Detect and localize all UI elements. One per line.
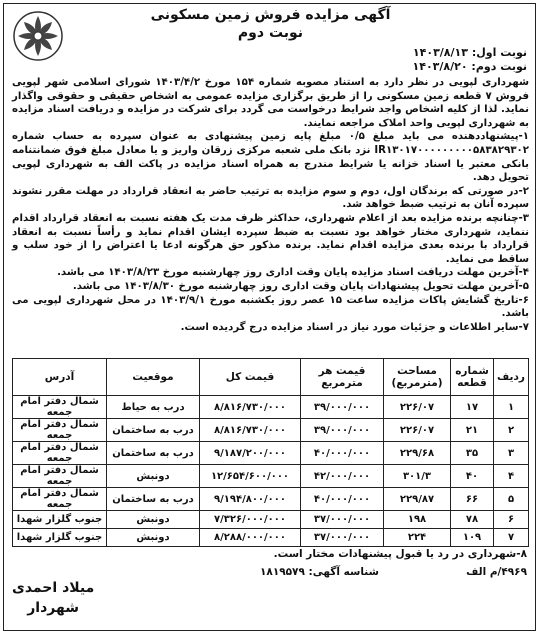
cell-address: شمال دفتر امام جمعه xyxy=(13,396,107,419)
first-publication-label: نوبت اول: xyxy=(471,46,527,59)
notice-id xyxy=(260,566,379,578)
cell-area: ۳۰۱/۳ xyxy=(384,465,451,488)
second-publication-date: ۱۴۰۳/۸/۲۰ xyxy=(412,60,468,73)
cell-total-price: ۸/۸۱۶/۷۳۰/۰۰۰ xyxy=(200,396,301,419)
cell-position: درب به ساختمان xyxy=(107,419,200,442)
cell-price-per-m2: ۴۲/۰۰۰/۰۰۰ xyxy=(301,465,384,488)
clause-2: ۲-در صورتی که برندگان اول، دوم و سوم مزایده به ترتیب حاضر به انعقاد قرارداد در مهلت مقرر نشوند سپرده آنان به ترتیب ضبط خواهد شد. xyxy=(12,185,529,211)
cell-lot-number: ۱۷ xyxy=(451,396,494,419)
first-publication-date: ۱۴۰۳/۸/۱۳ xyxy=(412,46,468,59)
lots-table xyxy=(12,358,529,547)
cell-position: درب به ساختمان xyxy=(107,488,200,511)
clause-7: ۷-سایر اطلاعات و جزئیات مورد نیاز در اسناد مزایده درج گردیده است. xyxy=(180,321,529,333)
cell-area: ۲۲۹/۶۸ xyxy=(384,442,451,465)
cell-area: ۱۹۸ xyxy=(384,511,451,529)
cell-row: ۳ xyxy=(494,442,529,465)
intro-paragraph: شهرداری لپویی در نظر دارد به استناد مصوبه شماره ۱۵۴ مورخ ۱۴۰۳/۴/۲ شورای اسلامی شهر لپویی فروش ۷ قطعه زمین مسکونی را از طریق برگزاری مزایده عمومی به اشخاص حقیقی و حقوقی واگذار نماید. لذا از کلیه اشخاص واجد شرایط درخواست می گردد برای شرکت در مزایده و دریافت اسناد مزایده به شهرداری لپویی واحد املاک مراجعه نمایند. xyxy=(12,77,530,129)
signer-role: شهردار xyxy=(27,600,80,616)
lots-table-body xyxy=(13,396,529,547)
col-position: موقعیت xyxy=(107,359,200,396)
notice-id-value: ۱۸۱۹۵۷۹ xyxy=(260,566,305,578)
notice-body xyxy=(12,76,529,334)
table-row xyxy=(13,488,529,511)
cell-row: ۷ xyxy=(494,529,529,547)
clause-1: ۱-پیشنهاددهنده می باید مبلغ ۰/۵ مبلغ پایه زمین پیشنهادی به عنوان سپرده به حساب شماره IR۱۳۰۱۷۰۰۰۰۰۰۰۰۰۵۸۳۸۲۹۳۰۲ نزد بانک ملی شعبه مرکزی زرقان واریز و یا معادل مبلغ فوق ضمانتنامه بانکی معتبر یا اسناد خزانه یا شرایط مندرج به همراه اسناد مزایده در پاکت الف به شهرداری لپویی تحویل دهد. xyxy=(12,131,529,184)
second-publication xyxy=(413,60,527,74)
table-row xyxy=(13,529,529,547)
cell-price-per-m2: ۳۷/۰۰۰/۰۰۰ xyxy=(301,529,384,547)
cell-row: ۱ xyxy=(494,396,529,419)
cell-address: جنوب گلزار شهدا xyxy=(13,529,107,547)
cell-lot-number: ۷۸ xyxy=(451,511,494,529)
notice-id-label: شناسه آگهی: xyxy=(308,566,379,578)
col-price-per-m2: قیمت هر مترمربع xyxy=(301,359,384,396)
cell-total-price: ۹/۱۹۴/۸۰۰/۰۰۰ xyxy=(200,488,301,511)
cell-lot-number: ۳۵ xyxy=(451,442,494,465)
cell-total-price: ۹/۱۸۷/۲۰۰/۰۰۰ xyxy=(200,442,301,465)
cell-price-per-m2: ۴۰/۰۰۰/۰۰۰ xyxy=(301,442,384,465)
cell-address: شمال دفتر امام جمعه xyxy=(13,465,107,488)
notice-round: نوبت دوم xyxy=(237,25,304,41)
cell-address: شمال دفتر امام جمعه xyxy=(13,419,107,442)
col-lot-number: شماره قطعه xyxy=(451,359,494,396)
signature-block xyxy=(12,578,94,618)
cell-price-per-m2: ۴۰/۰۰۰/۰۰۰ xyxy=(301,488,384,511)
notice-title: آگهی مزایده فروش زمین مسکونی xyxy=(150,7,391,23)
second-publication-label: نوبت دوم: xyxy=(471,60,527,73)
table-row xyxy=(13,465,529,488)
cell-address: جنوب گلزار شهدا xyxy=(13,511,107,529)
cell-area: ۲۲۶/۰۷ xyxy=(384,396,451,419)
clause-3: ۳-چنانچه برنده مزایده بعد از اعلام شهرداری، حداکثر ظرف مدت یک هفته نسبت به انعقاد قرارداد اقدام ننماید، شهرداری مختار خواهد بود نسبت به ضبط سپرده ایشان اقدام نماید و رأساً نسبت به انعقاد قرارداد با برنده بعدی مزایده اقدام نماید. برنده مذکور حق هرگونه ادعا یا اعتراض را از خود سلب و ساقط می نماید. xyxy=(12,212,529,265)
notice-title-block xyxy=(0,6,541,42)
cell-lot-number: ۲۱ xyxy=(451,419,494,442)
cell-position: دونبش xyxy=(107,529,200,547)
table-row xyxy=(13,442,529,465)
cell-position: دونبش xyxy=(107,511,200,529)
cell-position: درب به ساختمان xyxy=(107,442,200,465)
cell-total-price: ۸/۸۱۶/۷۳۰/۰۰۰ xyxy=(200,419,301,442)
table-header-row xyxy=(13,359,529,396)
cell-total-price: ۱۲/۶۵۴/۶۰۰/۰۰۰ xyxy=(200,465,301,488)
col-row: ردیف xyxy=(494,359,529,396)
table-row xyxy=(13,419,529,442)
cell-price-per-m2: ۳۷/۰۰۰/۰۰۰ xyxy=(301,511,384,529)
clause-6: ۶-تاریخ گشایش پاکات مزایده ساعت ۱۵ عصر روز یکشنبه مورخ ۱۴۰۳/۹/۱ در محل شهرداری لپویی می باشد. xyxy=(12,294,529,320)
cell-lot-number: ۶۶ xyxy=(451,488,494,511)
cell-lot-number: ۱۰۹ xyxy=(451,529,494,547)
cell-position: درب به حیاط xyxy=(107,396,200,419)
cell-area: ۲۲۹/۸۷ xyxy=(384,488,451,511)
clause-4: ۴-آخرین مهلت دریافت اسناد مزایده پایان وقت اداری روز چهارشنبه مورخ ۱۴۰۳/۸/۲۳ می باشد. xyxy=(57,267,529,279)
col-address: آدرس xyxy=(13,359,107,396)
table-row xyxy=(13,511,529,529)
clause-5: ۵-آخرین مهلت تحویل پیشنهادات پایان وقت اداری روز چهارشنبه مورخ ۱۴۰۳/۸/۳۰ می باشد. xyxy=(72,280,529,292)
first-publication xyxy=(413,46,527,60)
cell-price-per-m2: ۳۹/۰۰۰/۰۰۰ xyxy=(301,419,384,442)
col-area: مساحت (مترمربع) xyxy=(384,359,451,396)
clause-8: ۸-شهرداری در رد یا قبول پیشنهادات مختار است. xyxy=(273,548,527,560)
cell-lot-number: ۴۰ xyxy=(451,465,494,488)
cell-row: ۶ xyxy=(494,511,529,529)
cell-price-per-m2: ۳۹/۰۰۰/۰۰۰ xyxy=(301,396,384,419)
table-row xyxy=(13,396,529,419)
cell-total-price: ۸/۲۸۸/۰۰۰/۰۰۰ xyxy=(200,529,301,547)
col-total-price: قیمت کل xyxy=(200,359,301,396)
publication-dates xyxy=(413,46,527,74)
cell-row: ۴ xyxy=(494,465,529,488)
cell-total-price: ۷/۳۲۶/۰۰۰/۰۰۰ xyxy=(200,511,301,529)
cell-address: شمال دفتر امام جمعه xyxy=(13,442,107,465)
cell-position: دونبش xyxy=(107,465,200,488)
cell-area: ۲۲۴ xyxy=(384,529,451,547)
cell-address: شمال دفتر امام جمعه xyxy=(13,488,107,511)
signer-name: میلاد احمدی xyxy=(12,580,95,596)
notice-code: ۴۹۶۹/م الف xyxy=(466,566,527,578)
cell-row: ۵ xyxy=(494,488,529,511)
cell-area: ۲۲۶/۰۷ xyxy=(384,419,451,442)
cell-row: ۲ xyxy=(494,419,529,442)
